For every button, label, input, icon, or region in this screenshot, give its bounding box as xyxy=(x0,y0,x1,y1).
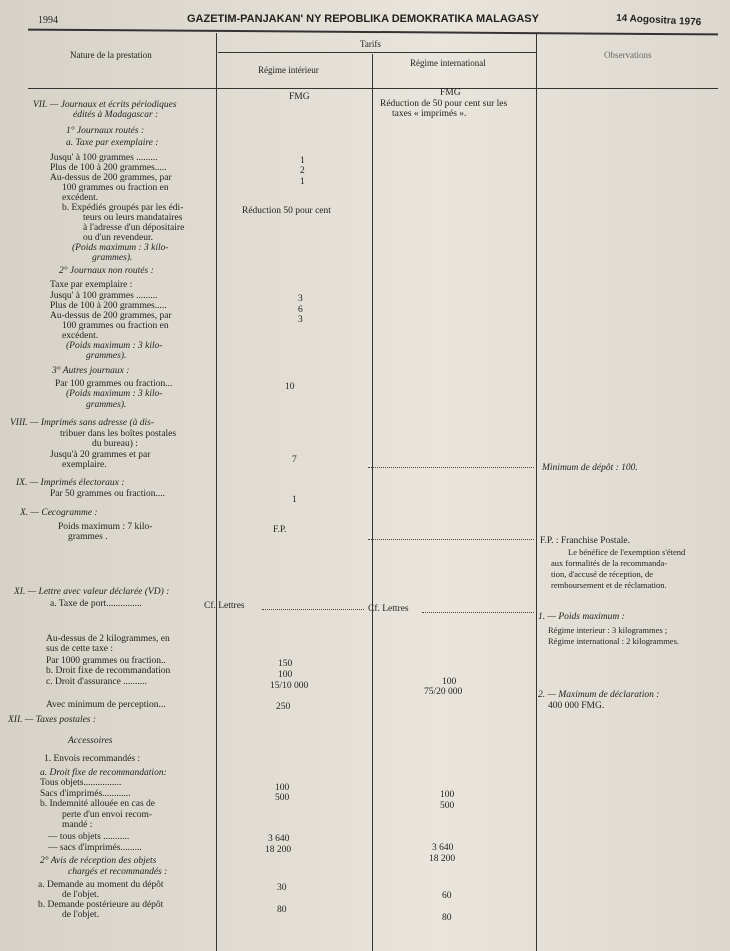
text-line: excédent. xyxy=(62,193,99,203)
int-value: 500 xyxy=(275,793,290,803)
text-line: 1. Envois recommandés : xyxy=(44,754,141,764)
section-viii-title: VIII. — Imprimés sans adresse (à dis- xyxy=(10,418,154,428)
text-line: Par 1000 grammes ou fraction.. xyxy=(46,656,166,666)
text-line: tribuer dans les boîtes postales xyxy=(60,429,177,439)
intl-value: 80 xyxy=(442,913,452,923)
int-value: 150 xyxy=(278,659,293,669)
text-line: b. Droit fixe de recommandation xyxy=(46,666,171,676)
section-ix-title: IX. — Imprimés électoraux : xyxy=(16,478,125,488)
int-value: 15/10 000 xyxy=(270,681,309,691)
text-line: Jusqu' à 100 grammes ......... xyxy=(50,153,158,163)
text-line: teurs ou leurs mandataires xyxy=(83,213,183,223)
section-xii-title: XII. — Taxes postales : xyxy=(8,715,97,725)
observation-text: Régime interieur : 3 kilogrammes ; xyxy=(548,625,668,635)
int-value: Cf. Lettres xyxy=(204,601,245,611)
text-line: Au-dessus de 2 kilogrammes, en xyxy=(46,634,170,644)
subsection-title: 1° Journaux routés : xyxy=(66,126,145,136)
text-line: excédent. xyxy=(62,331,99,341)
text-line: a. Droit fixe de recommandation: xyxy=(40,768,167,778)
leader-dots xyxy=(262,609,364,610)
text-line: Plus de 100 à 200 grammes..... xyxy=(50,163,167,173)
text-line: du bureau) : xyxy=(92,439,138,449)
col-divider-2 xyxy=(372,54,373,951)
observation-text: aux formalités de la recommanda- xyxy=(551,558,668,568)
subsection-title: 2° Avis de réception des objets xyxy=(40,856,157,866)
section-xi-title: XI. — Lettre avec valeur déclarée (VD) : xyxy=(14,587,170,597)
int-value: 80 xyxy=(277,905,287,915)
col-divider-3 xyxy=(536,33,537,951)
observation-text: Minimum de dépôt : 100. xyxy=(542,463,638,473)
int-value: 100 xyxy=(278,670,293,680)
int-unit: FMG xyxy=(289,92,310,102)
text-line: a. Taxe par exemplaire : xyxy=(66,138,159,148)
page-date: 14 Aogositra 1976 xyxy=(615,12,702,29)
int-value: 30 xyxy=(277,883,287,893)
text-line: exemplaire. xyxy=(62,460,107,470)
text-line: b. Expédiés groupés par les édi- xyxy=(62,203,184,213)
intl-value: Cf. Lettres xyxy=(368,604,409,614)
intl-value: 500 xyxy=(440,801,455,811)
text-line: Accessoires xyxy=(68,736,113,746)
intl-value: 18 200 xyxy=(429,854,456,864)
int-value: 1 xyxy=(292,495,297,505)
col-header-international: Régime international xyxy=(410,58,486,68)
int-value: 3 xyxy=(298,315,303,325)
header-top-rule xyxy=(28,29,718,36)
intl-value: 100 xyxy=(442,677,457,687)
text-line: grammes). xyxy=(86,351,127,361)
page-title: GAZETIM-PANJAKAN' NY REPOBLIKA DEMOKRATIKA MALAGASY xyxy=(187,13,539,25)
text-line: (Poids maximum : 3 kilo- xyxy=(72,243,169,253)
int-value: 1 xyxy=(300,177,305,187)
intl-value: 100 xyxy=(440,790,455,800)
text-line: de l'objet. xyxy=(62,890,100,900)
text-line: a. Taxe de port............... xyxy=(50,599,142,609)
text-line: Jusqu' à 100 grammes ......... xyxy=(50,291,158,301)
col-header-observations: Observations xyxy=(604,50,652,60)
text-line: c. Droit d'assurance .......... xyxy=(46,677,147,687)
text-line: édités à Madagascar : xyxy=(73,110,159,120)
col-header-nature: Nature de la prestation xyxy=(70,50,152,60)
intl-value: 75/20 000 xyxy=(424,687,463,697)
observation-text: Régime international : 2 kilogrammes. xyxy=(548,636,680,646)
text-line: Sacs d'imprimés............ xyxy=(40,789,131,799)
int-value: Réduction 50 pour cent xyxy=(242,206,331,216)
text-line: 100 grammes ou fraction en xyxy=(62,183,169,193)
text-line: a. Demande au moment du dépôt xyxy=(38,880,164,890)
text-line: Taxe par exemplaire : xyxy=(50,280,133,290)
text-line: b. Indemnité allouée en cas de xyxy=(40,799,156,809)
int-value: 10 xyxy=(285,382,295,392)
int-value: 7 xyxy=(292,455,297,465)
text-line: (Poids maximum : 3 kilo- xyxy=(66,341,163,351)
text-line: Jusqu'à 20 grammes et par xyxy=(50,450,151,460)
subsection-title: 3° Autres journaux : xyxy=(52,366,130,376)
int-value: 2 xyxy=(300,166,305,176)
col-divider-1 xyxy=(216,33,217,951)
text-line: — tous objets ........... xyxy=(48,832,130,842)
intl-value: 3 640 xyxy=(432,843,454,853)
observation-text: remboursement et de réclamation. xyxy=(551,580,667,590)
int-value: 6 xyxy=(298,305,303,315)
leader-dots xyxy=(422,612,534,613)
text-line: perte d'un envoi recom- xyxy=(62,810,153,820)
text-line: Au-dessus de 200 grammes, par xyxy=(50,311,172,321)
text-line: à l'adresse d'un dépositaire xyxy=(83,223,185,233)
text-line: chargés et recommandés : xyxy=(68,867,168,877)
intl-value: 60 xyxy=(442,891,452,901)
observation-text: 400 000 FMG. xyxy=(548,701,605,711)
text-line: Tous objets................ xyxy=(40,778,122,788)
text-line: Par 50 grammes ou fraction.... xyxy=(50,489,166,499)
int-value: F.P. xyxy=(273,525,287,535)
intl-value: taxes « imprimés ». xyxy=(392,109,467,119)
text-line: (Poids maximum : 3 kilo- xyxy=(66,389,163,399)
text-line: — sacs d'imprimés......... xyxy=(48,843,142,853)
leader-dots xyxy=(368,539,534,540)
text-line: de l'objet. xyxy=(62,910,100,920)
text-line: ou d'un revendeur. xyxy=(83,233,154,243)
observation-text: 1. — Poids maximum : xyxy=(538,612,625,622)
text-line: Avec minimum de perception... xyxy=(46,700,166,710)
page-number: 1994 xyxy=(38,15,58,26)
text-line: Au-dessus de 200 grammes, par xyxy=(50,173,172,183)
col-header-tarifs: Tarifs xyxy=(360,39,381,49)
subsection-title: 2° Journaux non routés : xyxy=(59,266,154,276)
col-header-interieur: Régime intérieur xyxy=(258,65,319,75)
int-value: 100 xyxy=(275,783,290,793)
int-value: 250 xyxy=(276,702,291,712)
leader-dots xyxy=(368,467,534,468)
int-value: 3 xyxy=(298,294,303,304)
text-line: 100 grammes ou fraction en xyxy=(62,321,169,331)
int-value: 3 640 xyxy=(268,834,290,844)
int-value: 18 200 xyxy=(265,845,292,855)
header-bottom-rule xyxy=(28,88,718,89)
text-line: grammes . xyxy=(68,532,108,542)
text-line: mandé : xyxy=(62,820,93,830)
observation-text: 2. — Maximum de déclaration : xyxy=(538,690,660,700)
text-line: Poids maximum : 7 kilo- xyxy=(58,522,153,532)
text-line: Par 100 grammes ou fraction... xyxy=(55,379,173,389)
intl-value: Réduction de 50 pour cent sur les xyxy=(380,99,508,109)
text-line: grammes). xyxy=(86,400,127,410)
text-line: sus de cette taxe : xyxy=(46,644,114,654)
observation-text: tion, d'accusé de réception, de xyxy=(551,569,654,579)
section-vii-title: VII. — Journaux et écrits périodiques xyxy=(33,100,177,110)
text-line: grammes). xyxy=(92,253,133,263)
section-x-title: X. — Cecogramme : xyxy=(20,508,98,518)
tarifs-rule xyxy=(218,52,536,53)
intl-unit: FMG xyxy=(440,88,461,98)
text-line: Plus de 100 à 200 grammes..... xyxy=(50,301,167,311)
int-value: 1 xyxy=(300,156,305,166)
observation-text: F.P. : Franchise Postale. xyxy=(540,536,631,546)
text-line: b. Demande postérieure au dépôt xyxy=(38,900,164,910)
observation-text: Le bénéfice de l'exemption s'étend xyxy=(568,547,686,557)
